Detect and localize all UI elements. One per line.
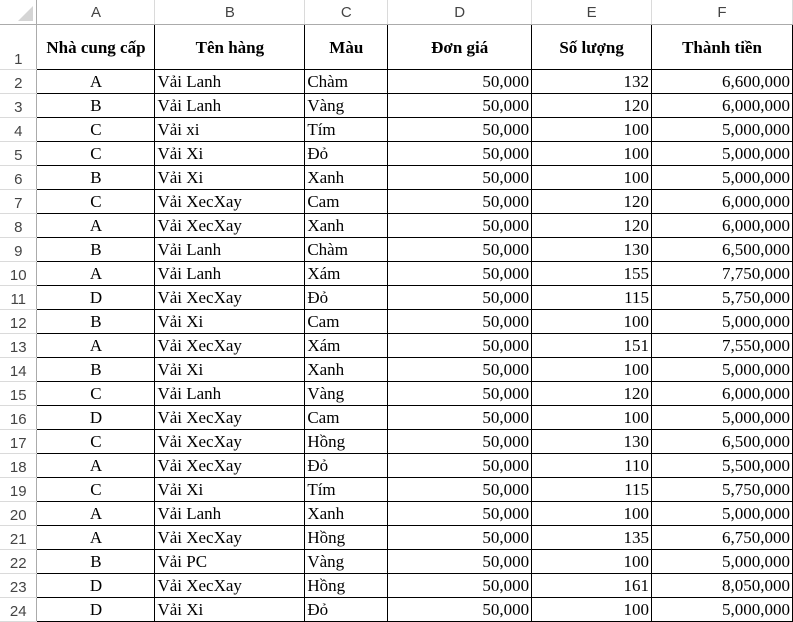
cell[interactable]: Xám: [305, 334, 388, 358]
cell[interactable]: 50,000: [388, 598, 532, 622]
row-header[interactable]: 13: [0, 334, 37, 358]
cell[interactable]: Vải Xi: [155, 598, 305, 622]
cell[interactable]: 5,000,000: [652, 598, 793, 622]
header-cell[interactable]: Thành tiền: [652, 25, 793, 70]
cell[interactable]: 5,500,000: [652, 454, 793, 478]
column-header-row: [0, 0, 793, 25]
table-row: [0, 286, 793, 310]
cell[interactable]: 50,000: [388, 70, 532, 94]
table-row: [0, 142, 793, 166]
cell[interactable]: 7,550,000: [652, 334, 793, 358]
cell[interactable]: Vải Xi: [155, 166, 305, 190]
cell[interactable]: Vải Lanh: [155, 94, 305, 118]
cell[interactable]: Vàng: [305, 550, 388, 574]
cell[interactable]: 6,500,000: [652, 238, 793, 262]
table-row: [0, 94, 793, 118]
column-header-c[interactable]: C: [305, 0, 388, 25]
row-header[interactable]: 3: [0, 94, 37, 118]
cell[interactable]: 120: [532, 382, 652, 406]
header-cell[interactable]: Tên hàng: [155, 25, 305, 70]
cell[interactable]: Vải Xi: [155, 358, 305, 382]
cell[interactable]: Vải XecXay: [155, 286, 305, 310]
table-row: [0, 334, 793, 358]
cell[interactable]: A: [37, 214, 155, 238]
select-all-button[interactable]: [0, 0, 37, 25]
cell[interactable]: A: [37, 70, 155, 94]
cell[interactable]: Vàng: [305, 382, 388, 406]
table-row: [0, 430, 793, 454]
cell[interactable]: C: [37, 142, 155, 166]
column-header-d[interactable]: D: [388, 0, 532, 25]
table-row: [0, 454, 793, 478]
cell[interactable]: Vải XecXay: [155, 214, 305, 238]
cell[interactable]: D: [37, 406, 155, 430]
cell[interactable]: B: [37, 358, 155, 382]
cell[interactable]: 7,750,000: [652, 262, 793, 286]
cell[interactable]: 5,000,000: [652, 406, 793, 430]
cell[interactable]: Đỏ: [305, 142, 388, 166]
header-cell[interactable]: Nhà cung cấp: [37, 25, 155, 70]
row-header[interactable]: 5: [0, 142, 37, 166]
cell[interactable]: Cam: [305, 406, 388, 430]
table-row: [0, 574, 793, 598]
table-row: [0, 502, 793, 526]
cell[interactable]: 5,750,000: [652, 286, 793, 310]
cell[interactable]: 50,000: [388, 478, 532, 502]
table-row: [0, 238, 793, 262]
cell[interactable]: Vải XecXay: [155, 574, 305, 598]
cell[interactable]: 100: [532, 406, 652, 430]
cell[interactable]: C: [37, 478, 155, 502]
cell[interactable]: 6,750,000: [652, 526, 793, 550]
select-all-triangle-icon: [18, 6, 33, 21]
cell[interactable]: 50,000: [388, 382, 532, 406]
cell[interactable]: 6,600,000: [652, 70, 793, 94]
cell[interactable]: 130: [532, 430, 652, 454]
cell[interactable]: 100: [532, 166, 652, 190]
cell[interactable]: 50,000: [388, 214, 532, 238]
cell[interactable]: 50,000: [388, 94, 532, 118]
cell[interactable]: 50,000: [388, 358, 532, 382]
cell[interactable]: 120: [532, 214, 652, 238]
cell[interactable]: Vải XecXay: [155, 430, 305, 454]
table-row: [0, 478, 793, 502]
cell[interactable]: 5,000,000: [652, 166, 793, 190]
header-cell[interactable]: Đơn giá: [388, 25, 532, 70]
cell[interactable]: 50,000: [388, 454, 532, 478]
cell[interactable]: 6,500,000: [652, 430, 793, 454]
row-header[interactable]: 20: [0, 502, 37, 526]
cell[interactable]: 5,000,000: [652, 310, 793, 334]
cell[interactable]: 5,000,000: [652, 358, 793, 382]
table-row: [0, 118, 793, 142]
row-header[interactable]: 23: [0, 574, 37, 598]
cell[interactable]: 100: [532, 310, 652, 334]
table-row: [0, 382, 793, 406]
cell[interactable]: 115: [532, 286, 652, 310]
cell[interactable]: Xanh: [305, 502, 388, 526]
cell[interactable]: 50,000: [388, 286, 532, 310]
header-cell[interactable]: Số lượng: [532, 25, 652, 70]
row-header[interactable]: 7: [0, 190, 37, 214]
cell[interactable]: 50,000: [388, 502, 532, 526]
row-header[interactable]: 22: [0, 550, 37, 574]
cell[interactable]: Vải XecXay: [155, 526, 305, 550]
cell[interactable]: B: [37, 94, 155, 118]
table-row: [0, 598, 793, 622]
row-header[interactable]: 4: [0, 118, 37, 142]
header-cell[interactable]: Màu: [305, 25, 388, 70]
cell[interactable]: Đỏ: [305, 454, 388, 478]
column-header-b[interactable]: B: [155, 0, 305, 25]
table-row: [0, 310, 793, 334]
cell[interactable]: 130: [532, 238, 652, 262]
column-header-a[interactable]: A: [37, 0, 155, 25]
cell[interactable]: 6,000,000: [652, 94, 793, 118]
cell[interactable]: Vải Lanh: [155, 70, 305, 94]
cell[interactable]: 50,000: [388, 262, 532, 286]
cell[interactable]: Cam: [305, 310, 388, 334]
cell[interactable]: Đỏ: [305, 598, 388, 622]
cell[interactable]: 155: [532, 262, 652, 286]
cell[interactable]: Hồng: [305, 574, 388, 598]
table-row: [0, 526, 793, 550]
row-header[interactable]: 10: [0, 262, 37, 286]
cell[interactable]: 120: [532, 190, 652, 214]
cell[interactable]: Đỏ: [305, 286, 388, 310]
cell[interactable]: 100: [532, 142, 652, 166]
cell[interactable]: 100: [532, 358, 652, 382]
cell[interactable]: 50,000: [388, 406, 532, 430]
cell[interactable]: C: [37, 118, 155, 142]
cell[interactable]: Hồng: [305, 526, 388, 550]
row-header[interactable]: 16: [0, 406, 37, 430]
cell[interactable]: 151: [532, 334, 652, 358]
cell[interactable]: 135: [532, 526, 652, 550]
cell[interactable]: A: [37, 262, 155, 286]
row-header[interactable]: 24: [0, 598, 37, 622]
cell[interactable]: Xanh: [305, 358, 388, 382]
table-row: [0, 262, 793, 286]
cell[interactable]: Xanh: [305, 214, 388, 238]
cell[interactable]: D: [37, 598, 155, 622]
table-header-row: [0, 25, 793, 70]
cell[interactable]: B: [37, 550, 155, 574]
row-header[interactable]: 19: [0, 478, 37, 502]
cell[interactable]: Tím: [305, 478, 388, 502]
cell[interactable]: 120: [532, 94, 652, 118]
cell[interactable]: Chàm: [305, 70, 388, 94]
cell[interactable]: Vải XecXay: [155, 454, 305, 478]
cell[interactable]: 5,000,000: [652, 118, 793, 142]
cell[interactable]: 50,000: [388, 430, 532, 454]
cell[interactable]: 8,050,000: [652, 574, 793, 598]
row-header[interactable]: 1: [0, 25, 37, 70]
cell[interactable]: 50,000: [388, 574, 532, 598]
cell[interactable]: D: [37, 286, 155, 310]
row-header[interactable]: 8: [0, 214, 37, 238]
cell[interactable]: Vải xi: [155, 118, 305, 142]
table-row: [0, 190, 793, 214]
row-header[interactable]: 6: [0, 166, 37, 190]
cell[interactable]: 50,000: [388, 166, 532, 190]
cell[interactable]: 5,000,000: [652, 142, 793, 166]
table-row: [0, 166, 793, 190]
cell[interactable]: 132: [532, 70, 652, 94]
cell[interactable]: Chàm: [305, 238, 388, 262]
row-header[interactable]: 2: [0, 70, 37, 94]
cell[interactable]: Vải Xi: [155, 310, 305, 334]
cell[interactable]: C: [37, 190, 155, 214]
cell[interactable]: A: [37, 526, 155, 550]
cell[interactable]: 50,000: [388, 526, 532, 550]
column-header-f[interactable]: F: [652, 0, 793, 25]
cell[interactable]: Cam: [305, 190, 388, 214]
cell[interactable]: 50,000: [388, 334, 532, 358]
cell[interactable]: 6,000,000: [652, 214, 793, 238]
cell[interactable]: 50,000: [388, 190, 532, 214]
cell[interactable]: D: [37, 574, 155, 598]
cell[interactable]: 50,000: [388, 238, 532, 262]
row-header[interactable]: 9: [0, 238, 37, 262]
cell[interactable]: 50,000: [388, 550, 532, 574]
table-row: [0, 406, 793, 430]
row-header[interactable]: 14: [0, 358, 37, 382]
cell[interactable]: Vải Xi: [155, 478, 305, 502]
cell[interactable]: Vải XecXay: [155, 190, 305, 214]
cell[interactable]: A: [37, 334, 155, 358]
cell[interactable]: Xám: [305, 262, 388, 286]
cell[interactable]: Vải Lanh: [155, 382, 305, 406]
table-row: [0, 214, 793, 238]
cell[interactable]: B: [37, 166, 155, 190]
cell[interactable]: B: [37, 310, 155, 334]
table-row: [0, 550, 793, 574]
cell[interactable]: 100: [532, 502, 652, 526]
cell[interactable]: Vàng: [305, 94, 388, 118]
row-header[interactable]: 18: [0, 454, 37, 478]
cell[interactable]: Vải XecXay: [155, 334, 305, 358]
cell[interactable]: 50,000: [388, 310, 532, 334]
cell[interactable]: 100: [532, 118, 652, 142]
cell[interactable]: 100: [532, 550, 652, 574]
cell[interactable]: C: [37, 430, 155, 454]
cell[interactable]: Tím: [305, 118, 388, 142]
cell[interactable]: 161: [532, 574, 652, 598]
cell[interactable]: Vải XecXay: [155, 406, 305, 430]
cell[interactable]: Xanh: [305, 166, 388, 190]
cell[interactable]: 6,000,000: [652, 382, 793, 406]
cell[interactable]: 100: [532, 598, 652, 622]
cell[interactable]: Hồng: [305, 430, 388, 454]
cell[interactable]: A: [37, 454, 155, 478]
cell[interactable]: Vải Lanh: [155, 262, 305, 286]
row-header[interactable]: 12: [0, 310, 37, 334]
cell[interactable]: 6,000,000: [652, 190, 793, 214]
cell[interactable]: 5,000,000: [652, 502, 793, 526]
cell[interactable]: Vải PC: [155, 550, 305, 574]
row-header[interactable]: 17: [0, 430, 37, 454]
table-row: [0, 70, 793, 94]
column-header-e[interactable]: E: [532, 0, 652, 25]
cell[interactable]: 110: [532, 454, 652, 478]
cell[interactable]: Vải Xi: [155, 142, 305, 166]
table-row: [0, 358, 793, 382]
cell[interactable]: Vải Lanh: [155, 502, 305, 526]
cell[interactable]: 5,750,000: [652, 478, 793, 502]
cell[interactable]: 115: [532, 478, 652, 502]
cell[interactable]: Vải Lanh: [155, 238, 305, 262]
cell[interactable]: B: [37, 238, 155, 262]
cell[interactable]: 50,000: [388, 118, 532, 142]
row-header[interactable]: 15: [0, 382, 37, 406]
cell[interactable]: C: [37, 382, 155, 406]
cell[interactable]: 50,000: [388, 142, 532, 166]
cell[interactable]: A: [37, 502, 155, 526]
row-header[interactable]: 11: [0, 286, 37, 310]
cell[interactable]: 5,000,000: [652, 550, 793, 574]
row-header[interactable]: 21: [0, 526, 37, 550]
